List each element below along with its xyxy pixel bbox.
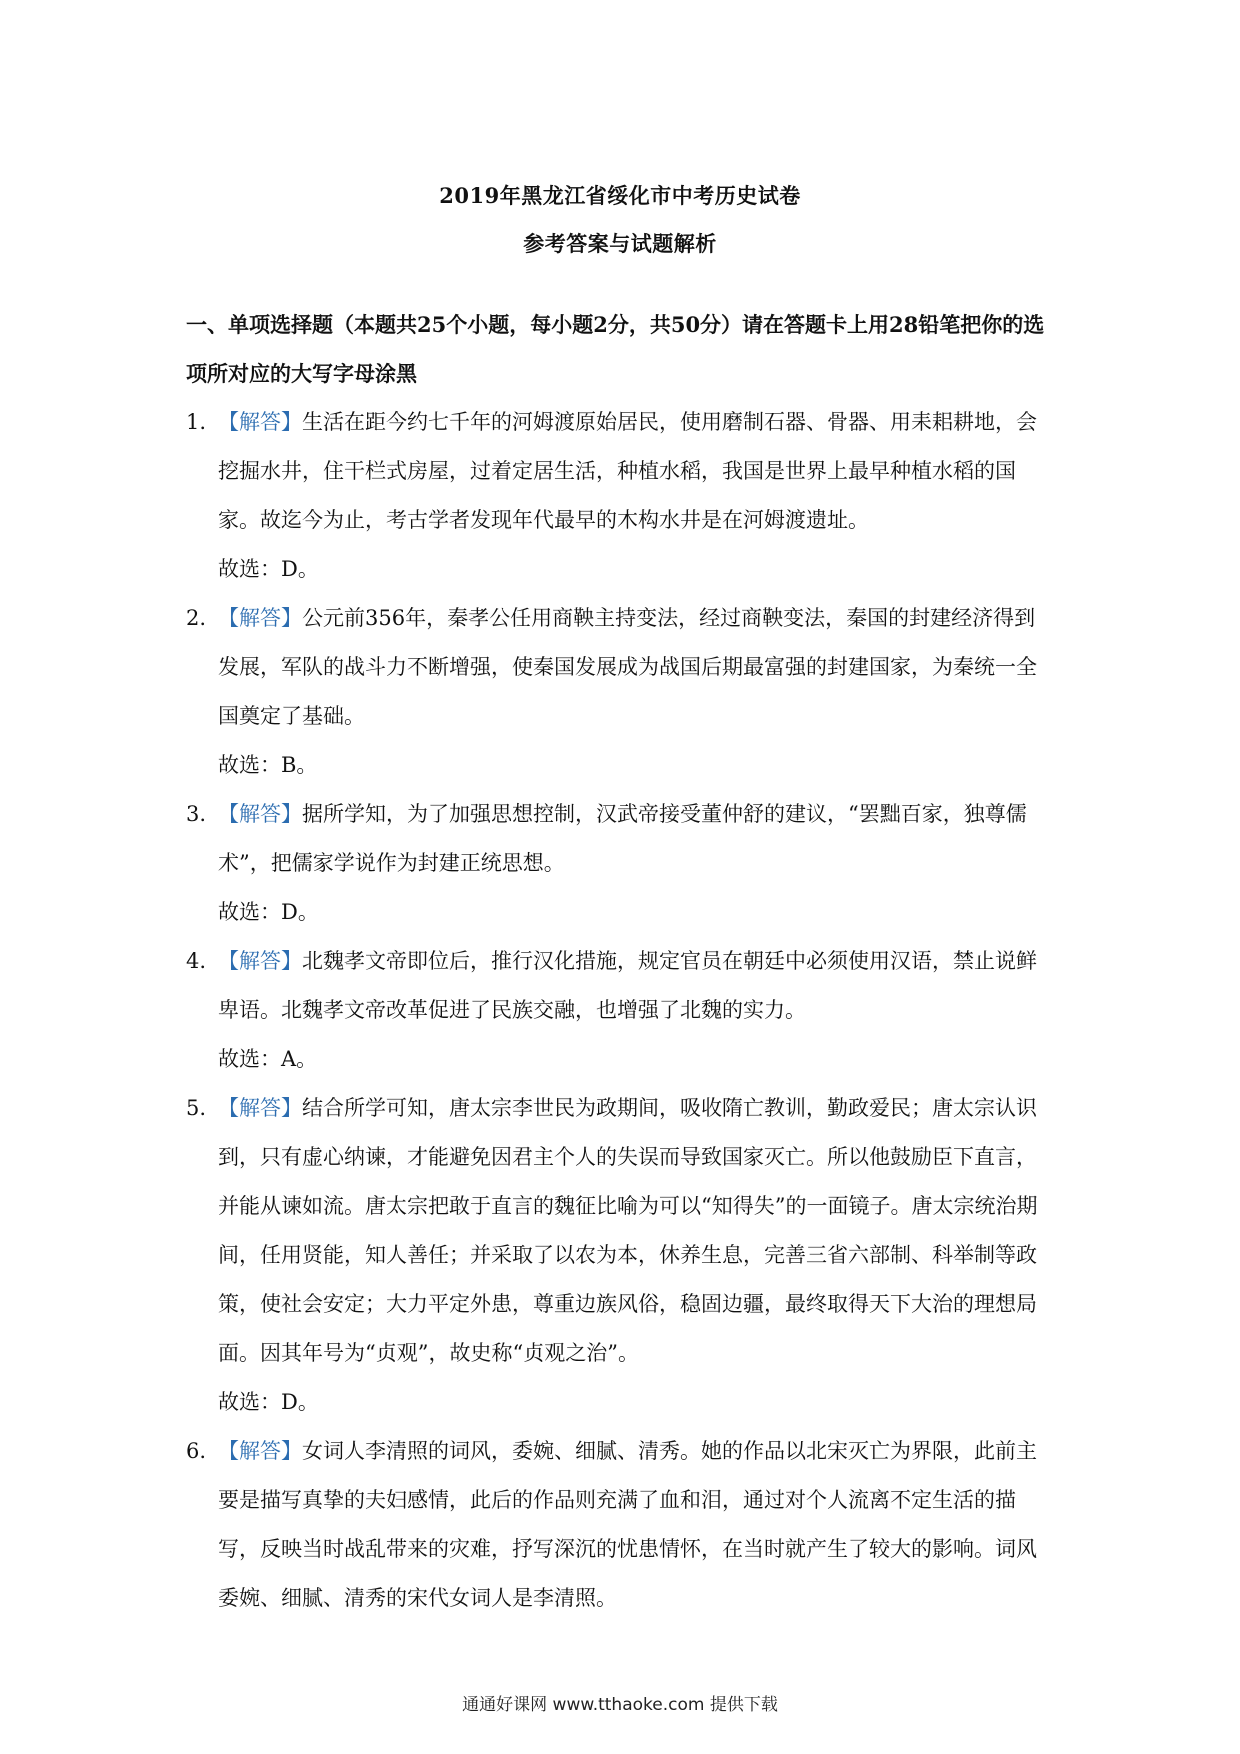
question-text: 北魏孝文帝即位后，推行汉化措施，规定官员在朝廷中必须使用汉语，禁止说鲜卑语。北魏孝文帝改革促进了民族交融，也增强了北魏的实力。 xyxy=(218,949,1037,1022)
answer-choice: 故选：B。 xyxy=(218,753,318,777)
question-item xyxy=(186,398,1056,594)
document-subtitle: 参考答案与试题解析 xyxy=(523,231,717,256)
question-item xyxy=(186,594,1056,790)
document-title: 2019年黑龙江省绥化市中考历史试卷 xyxy=(439,183,801,208)
page-footer: 通通好课网 www.tthaoke.com 提供下载 xyxy=(462,1695,778,1715)
answer-choice: 故选：A。 xyxy=(218,1047,318,1071)
question-number: 2. xyxy=(186,606,207,630)
question-number: 4. xyxy=(186,949,207,973)
question-text: 结合所学可知，唐太宗李世民为政期间，吸收隋亡教训，勤政爱民；唐太宗认识到，只有虚心纳谏，才能避免因君主个人的失误而导致国家灭亡。所以他鼓励臣下直言，并能从谏如流。唐太宗把敢于直言的魏征比喻为可以“知得失”的一面镜子。唐太宗统治期间，任用贤能，知人善任；并采取了以农为本，休养生息，完善三省六部制、科举制等政策，使社会安定；大力平定外患，尊重边族风俗，稳固边疆，最终取得天下大治的理想局面。因其年号为“贞观”，故史称“贞观之治”。 xyxy=(218,1096,1038,1365)
question-number: 6. xyxy=(186,1439,207,1463)
question-number: 3. xyxy=(186,802,207,826)
question-number: 1. xyxy=(186,410,207,434)
question-text: 女词人李清照的词风，委婉、细腻、清秀。她的作品以北宋灭亡为界限，此前主要是描写真挚的夫妇感情，此后的作品则充满了血和泪，通过对个人流离不定生活的描写，反映当时战乱带来的灾难，抒写深沉的忧患情怀，在当时就产生了较大的影响。词风委婉、细腻、清秀的宋代女词人是李清照。 xyxy=(218,1439,1037,1610)
answer-tag: 【解答】 xyxy=(218,1096,302,1120)
question-body xyxy=(186,1427,1056,1623)
question-number: 5. xyxy=(186,1096,207,1120)
answer-tag: 【解答】 xyxy=(218,802,302,826)
question-body xyxy=(186,1084,1056,1378)
answer-tag: 【解答】 xyxy=(218,410,302,434)
question-item xyxy=(186,937,1056,1084)
answer-choice: 故选：D。 xyxy=(218,900,319,924)
section-heading: 一、单项选择题（本题共25个小题，每小题2分，共50分）请在答题卡上用28铅笔把你的选项所对应的大写字母涂黑 xyxy=(186,312,1045,386)
answer-tag: 【解答】 xyxy=(218,1439,302,1463)
question-body xyxy=(186,398,1056,545)
answer-tag: 【解答】 xyxy=(218,606,302,630)
question-text: 据所学知，为了加强思想控制，汉武帝接受董仲舒的建议，“罢黜百家，独尊儒术”，把儒家学说作为封建正统思想。 xyxy=(218,802,1027,875)
question-item xyxy=(186,1084,1056,1427)
question-body xyxy=(186,937,1056,1035)
answer-choice: 故选：D。 xyxy=(218,557,319,581)
answer-tag: 【解答】 xyxy=(218,949,302,973)
question-item xyxy=(186,790,1056,937)
question-list xyxy=(186,398,1056,1623)
question-text: 公元前356年，秦孝公任用商鞅主持变法，经过商鞅变法，秦国的封建经济得到发展，军队的战斗力不断增强，使秦国发展成为战国后期最富强的封建国家，为秦统一全国奠定了基础。 xyxy=(218,606,1037,728)
question-text: 生活在距今约七千年的河姆渡原始居民，使用磨制石器、骨器、用耒耜耕地，会挖掘水井，住干栏式房屋，过着定居生活，种植水稻，我国是世界上最早种植水稻的国家。故迄今为止，考古学者发现年代最早的木构水井是在河姆渡遗址。 xyxy=(218,410,1037,532)
question-body xyxy=(186,594,1056,741)
answer-choice: 故选：D。 xyxy=(218,1390,319,1414)
question-item xyxy=(186,1427,1056,1623)
question-body xyxy=(186,790,1056,888)
